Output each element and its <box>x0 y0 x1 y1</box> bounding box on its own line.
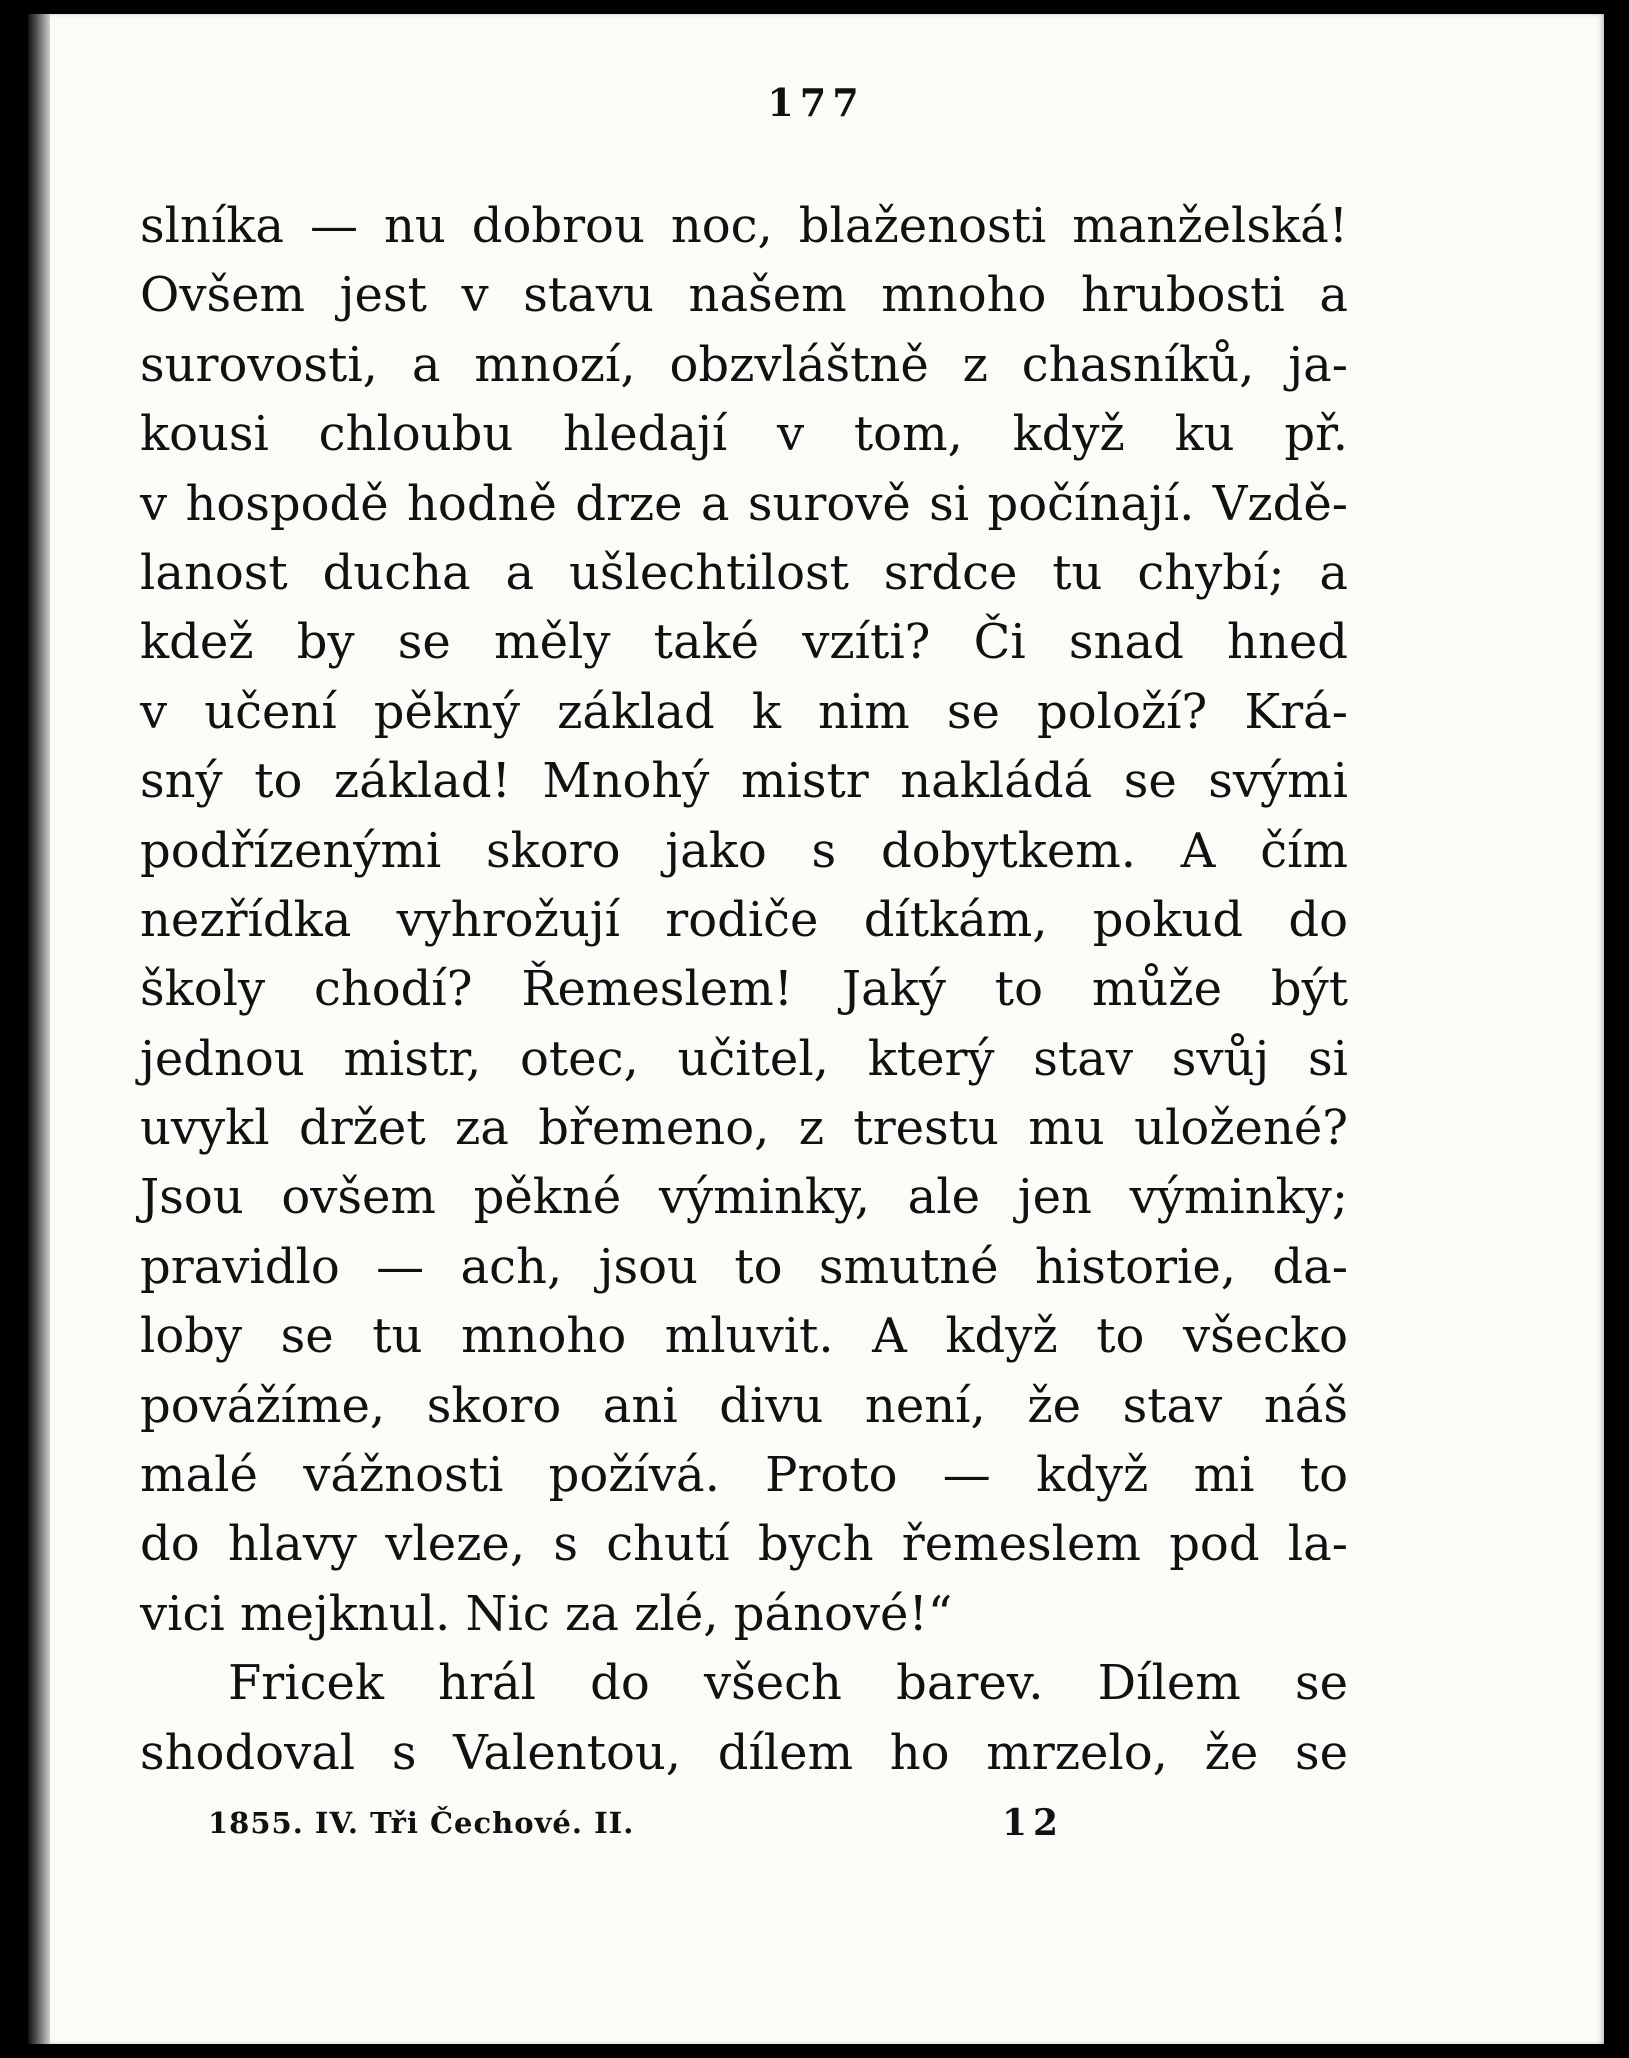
page-number: 177 <box>767 80 865 125</box>
text-line: sný to základ! Mnohý mistr nakládá se svými <box>140 753 1348 810</box>
text-line: lanost ducha a ušlechtilost srdce tu chybí; a <box>140 544 1348 601</box>
text-line: povážíme, skoro ani divu není, že stav náš <box>140 1377 1348 1434</box>
text-line: pravidlo — ach, jsou to smutné historie, da- <box>140 1238 1348 1295</box>
text-line: v hospodě hodně drze a surově si počínají. Vzdě- <box>140 475 1348 532</box>
sheet-number: 12 <box>1002 1802 1065 1844</box>
body-text <box>140 192 1348 1788</box>
text-line: v učení pěkný základ k nim se položí? Krá- <box>140 683 1348 740</box>
text-line: jednou mistr, otec, učitel, který stav svůj si <box>140 1030 1348 1087</box>
text-line: surovosti, a mnozí, obzvláštně z chasníků, ja- <box>140 336 1348 393</box>
text-line: podřízenými skoro jako s dobytkem. A čím <box>140 822 1348 879</box>
text-line: školy chodí? Řemeslem! Jaký to může být <box>140 961 1348 1018</box>
text-line: vici mejknul. Nic za zlé, pánové!“ <box>140 1585 953 1642</box>
book-spine-shadow <box>28 14 50 2044</box>
text-line: do hlavy vleze, s chutí bych řemeslem pod la- <box>140 1516 1348 1573</box>
text-line: shodoval s Valentou, dílem ho mrzelo, že se <box>140 1724 1348 1781</box>
text-line: Jsou ovšem pěkné výminky, ale jen výminky; <box>140 1169 1348 1226</box>
paragraph-start-line: Fricek hrál do všech barev. Dílem se <box>228 1655 1348 1712</box>
text-line: kousi chloubu hledají v tom, když ku př. <box>140 406 1348 463</box>
text-line: loby se tu mnoho mluvit. A když to všecko <box>140 1308 1348 1365</box>
page-footer <box>208 1802 1108 1846</box>
text-line: kdež by se měly také vzíti? Či snad hned <box>140 614 1348 671</box>
text-line: slníka — nu dobrou noc, blaženosti manželská! <box>140 198 1348 254</box>
book-page <box>28 14 1604 2044</box>
text-line: malé vážnosti požívá. Proto — když mi to <box>140 1447 1348 1504</box>
printer-signature: 1855. IV. Tři Čechové. II. <box>208 1806 635 1840</box>
text-line: nezřídka vyhrožují rodiče dítkám, pokud do <box>140 891 1348 948</box>
text-line: uvykl držet za břemeno, z trestu mu uložené? <box>140 1100 1348 1157</box>
text-line: Ovšem jest v stavu našem mnoho hrubosti a <box>140 267 1348 324</box>
